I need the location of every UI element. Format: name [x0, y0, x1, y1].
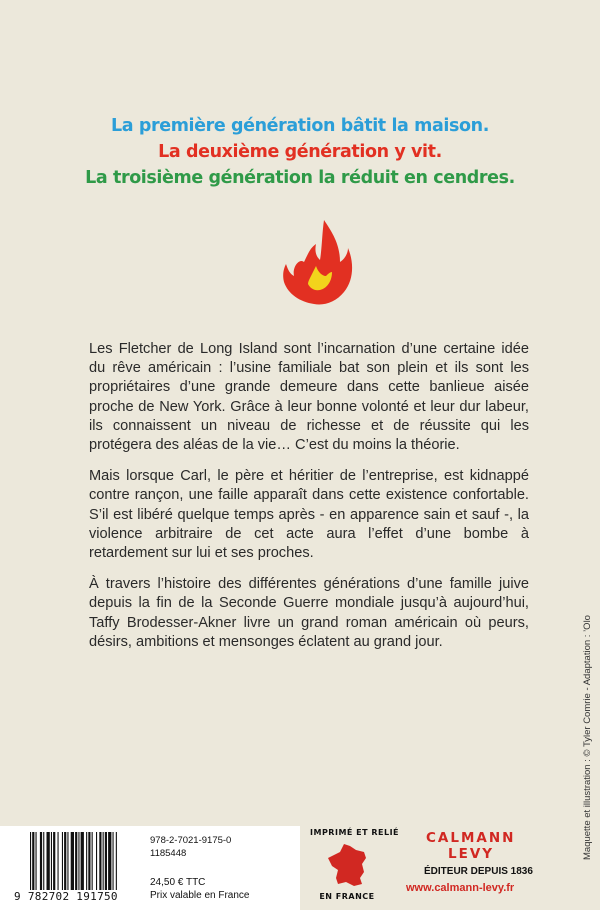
publisher-since: ÉDITEUR DEPUIS 1836 — [424, 866, 533, 877]
blurb-paragraph-2: Mais lorsque Carl, le père et héritier de l’entreprise, est kidnappé contre rançon, une faille apparaît dans cette existence confortable. S’il est libéré quelque temps après - en apparence sain et sauf -, la violence arbitraire de cet acte aura l’effet d’une bombe à retardement sur lui et ses proches. — [89, 468, 529, 562]
internal-code: 1185448 — [150, 848, 187, 859]
publisher-name-line2: LEVY — [448, 846, 495, 862]
tagline-first-generation: La première génération bâtit la maison. — [111, 116, 489, 136]
isbn: 978-2-7021-9175-0 — [150, 835, 232, 846]
france-map-icon — [326, 842, 368, 888]
publisher-url[interactable]: www.calmann-levy.fr — [406, 882, 515, 894]
tagline-third-generation: La troisième génération la réduit en cendres. — [85, 168, 515, 188]
blurb — [89, 340, 529, 664]
price-note: Prix valable en France — [150, 890, 250, 901]
publisher-name-line1: CALMANN — [426, 830, 516, 846]
flame-icon — [274, 218, 354, 310]
blurb-paragraph-1: Les Fletcher de Long Island sont l’incarnation d’une certaine idée du rêve américain : l’usine familiale bat son plein et ils sont les propriétaires d’une grande demeure dans cette banlieue aisée proche de New York. Grâce à leur bonne volonté et leur dur labeur, ils connaissent un niveau de richesse et de réussite qui les protégera des aléas de la vie… C’est du moins la théorie. — [89, 341, 529, 454]
tagline-second-generation: La deuxième génération y vit. — [158, 142, 442, 162]
price-block — [150, 876, 250, 902]
blurb-paragraph-3: À travers l’histoire des différentes générations d’une famille juive depuis la fin de la Seconde Guerre mondiale jusqu’à aujourd’hui, Taffy Brodesser-Akner livre un grand roman américain où peurs, désirs, ambitions et mensonges éclatent au grand jour. — [89, 576, 529, 650]
price: 24,50 € TTC — [150, 877, 206, 888]
isbn-block — [150, 834, 231, 860]
badge-top-text: IMPRIMÉ ET RELIÉ — [310, 828, 400, 837]
badge-bottom-text: EN FRANCE — [319, 892, 375, 901]
design-credit: Maquette et illustration : © Tyler Comrie - Adaptation : ’Olo — [582, 615, 593, 860]
barcode-icon — [30, 832, 142, 890]
barcode-digits: 9 782702 191750 — [14, 890, 118, 903]
printed-in-france-badge — [310, 826, 400, 904]
